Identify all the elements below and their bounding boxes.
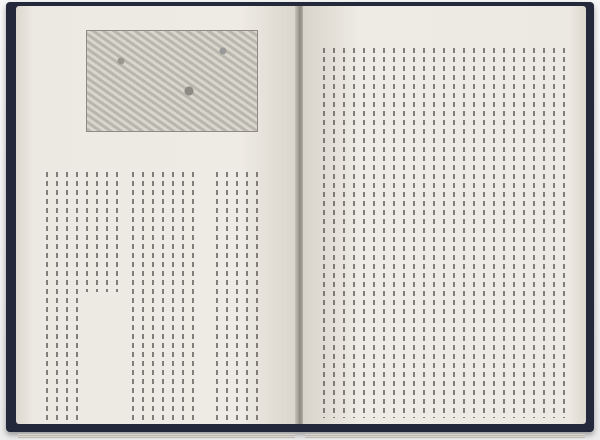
page-edges-right: [305, 434, 585, 438]
left-page: [16, 6, 297, 424]
right-page: [303, 6, 586, 424]
page-edges-left: [18, 434, 295, 438]
inscription-figure: [86, 30, 258, 132]
